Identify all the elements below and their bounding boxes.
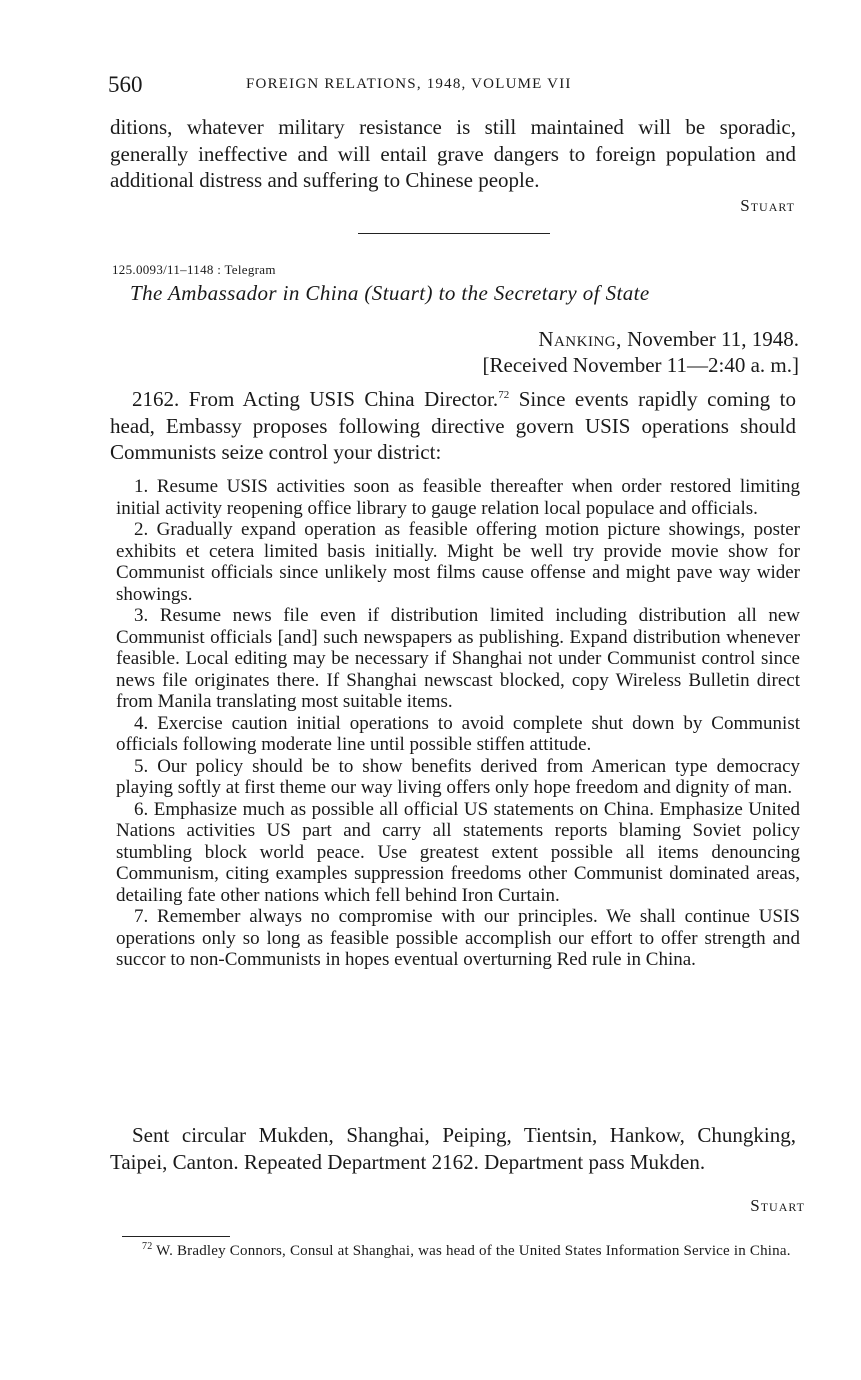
signature: Stuart (750, 1196, 805, 1215)
footnote-ref: 72 (498, 389, 510, 401)
section-divider (358, 233, 550, 234)
telegram-intro (110, 386, 796, 466)
directive-item: 3. Resume news file even if distribution limited including distribution all new Communist officials [and] such newspapers as publishing. Expand distribution whenever feasible. Local editing may be necessary if Shanghai not under Communist control since news file originates there. If Shanghai newscast blocked, copy Wireless Bulletin direct from Manila translating most suitable items. (116, 605, 800, 712)
footnote-text: W. Bradley Connors, Consul at Shanghai, was head of the United States Information Service in China. (156, 1243, 791, 1259)
footnote (122, 1242, 806, 1261)
intro-lead: 2162. From Acting USIS China Director. (132, 387, 499, 411)
document-title: The Ambassador in China (Stuart) to the Secretary of State (130, 281, 650, 305)
closing-paragraph (110, 1122, 796, 1175)
page-number: 560 (108, 72, 143, 97)
directive-item: 6. Emphasize much as possible all official US statements on China. Emphasize United Nations activities US part and carry all statements reports blaming Soviet policy stumbling block world peace. Use greatest extent possible all items denouncing Communism, citing examples suppression freedoms other Communist dominated areas, detailing fate other nations which fell behind Iron Curtain. (116, 798, 800, 906)
footnote-mark: 72 (142, 1241, 153, 1252)
dateline-date: November 11, 1948. (627, 327, 799, 351)
directive-item: 1. Resume USIS activities soon as feasible thereafter when order restored limiting initial activity reopening office library to gauge relation local populace and officials. (116, 476, 800, 519)
previous-document-closing: ditions, whatever military resistance is still maintained will be sporadic, generally ineffective and will entail grave dangers to foreign population and additional distress and suffering to Chinese people. (110, 115, 796, 192)
file-id: 125.0093/11–1148 : Telegram (112, 262, 276, 277)
footnote-divider (122, 1236, 230, 1237)
dateline (538, 327, 799, 352)
directive-item: 2. Gradually expand operation as feasible offering motion picture showings, poster exhibits et cetera limited basis initially. Might be well try provide movie show for Communist officials since unlikely most films cause offense and might pave way wider showings. (116, 519, 800, 605)
previous-signature: Stuart (740, 196, 795, 215)
directive-item: 4. Exercise caution initial operations to avoid complete shut down by Communist officials following moderate line until possible stiffen attitude. (116, 712, 800, 755)
closing-text: Sent circular Mukden, Shanghai, Peiping, Tientsin, Hankow, Chungking, Taipei, Canton. Repeated Department 2162. Department pass Mukden. (110, 1123, 796, 1174)
running-head: FOREIGN RELATIONS, 1948, VOLUME VII (246, 76, 572, 92)
directive-item: 7. Remember always no compromise with our principles. We shall continue USIS operations only so long as feasible possible accomplish our effort to offer strength and succor to non-Communists in hopes eventual overturning Red rule in China. (116, 906, 800, 970)
directive-list (116, 476, 800, 971)
received-line: [Received November 11—2:40 a. m.] (482, 353, 799, 377)
intro-rest: Since events rapidly coming to head, Embassy proposes following directive govern USIS operations should Communists seize control your district: (110, 387, 796, 464)
page-header (108, 72, 798, 104)
directive-item: 5. Our policy should be to show benefits derived from American type democracy playing softly at first theme our way living offers only hope freedom and dignity of man. (116, 755, 800, 798)
dateline-place: Nanking, (538, 327, 622, 351)
